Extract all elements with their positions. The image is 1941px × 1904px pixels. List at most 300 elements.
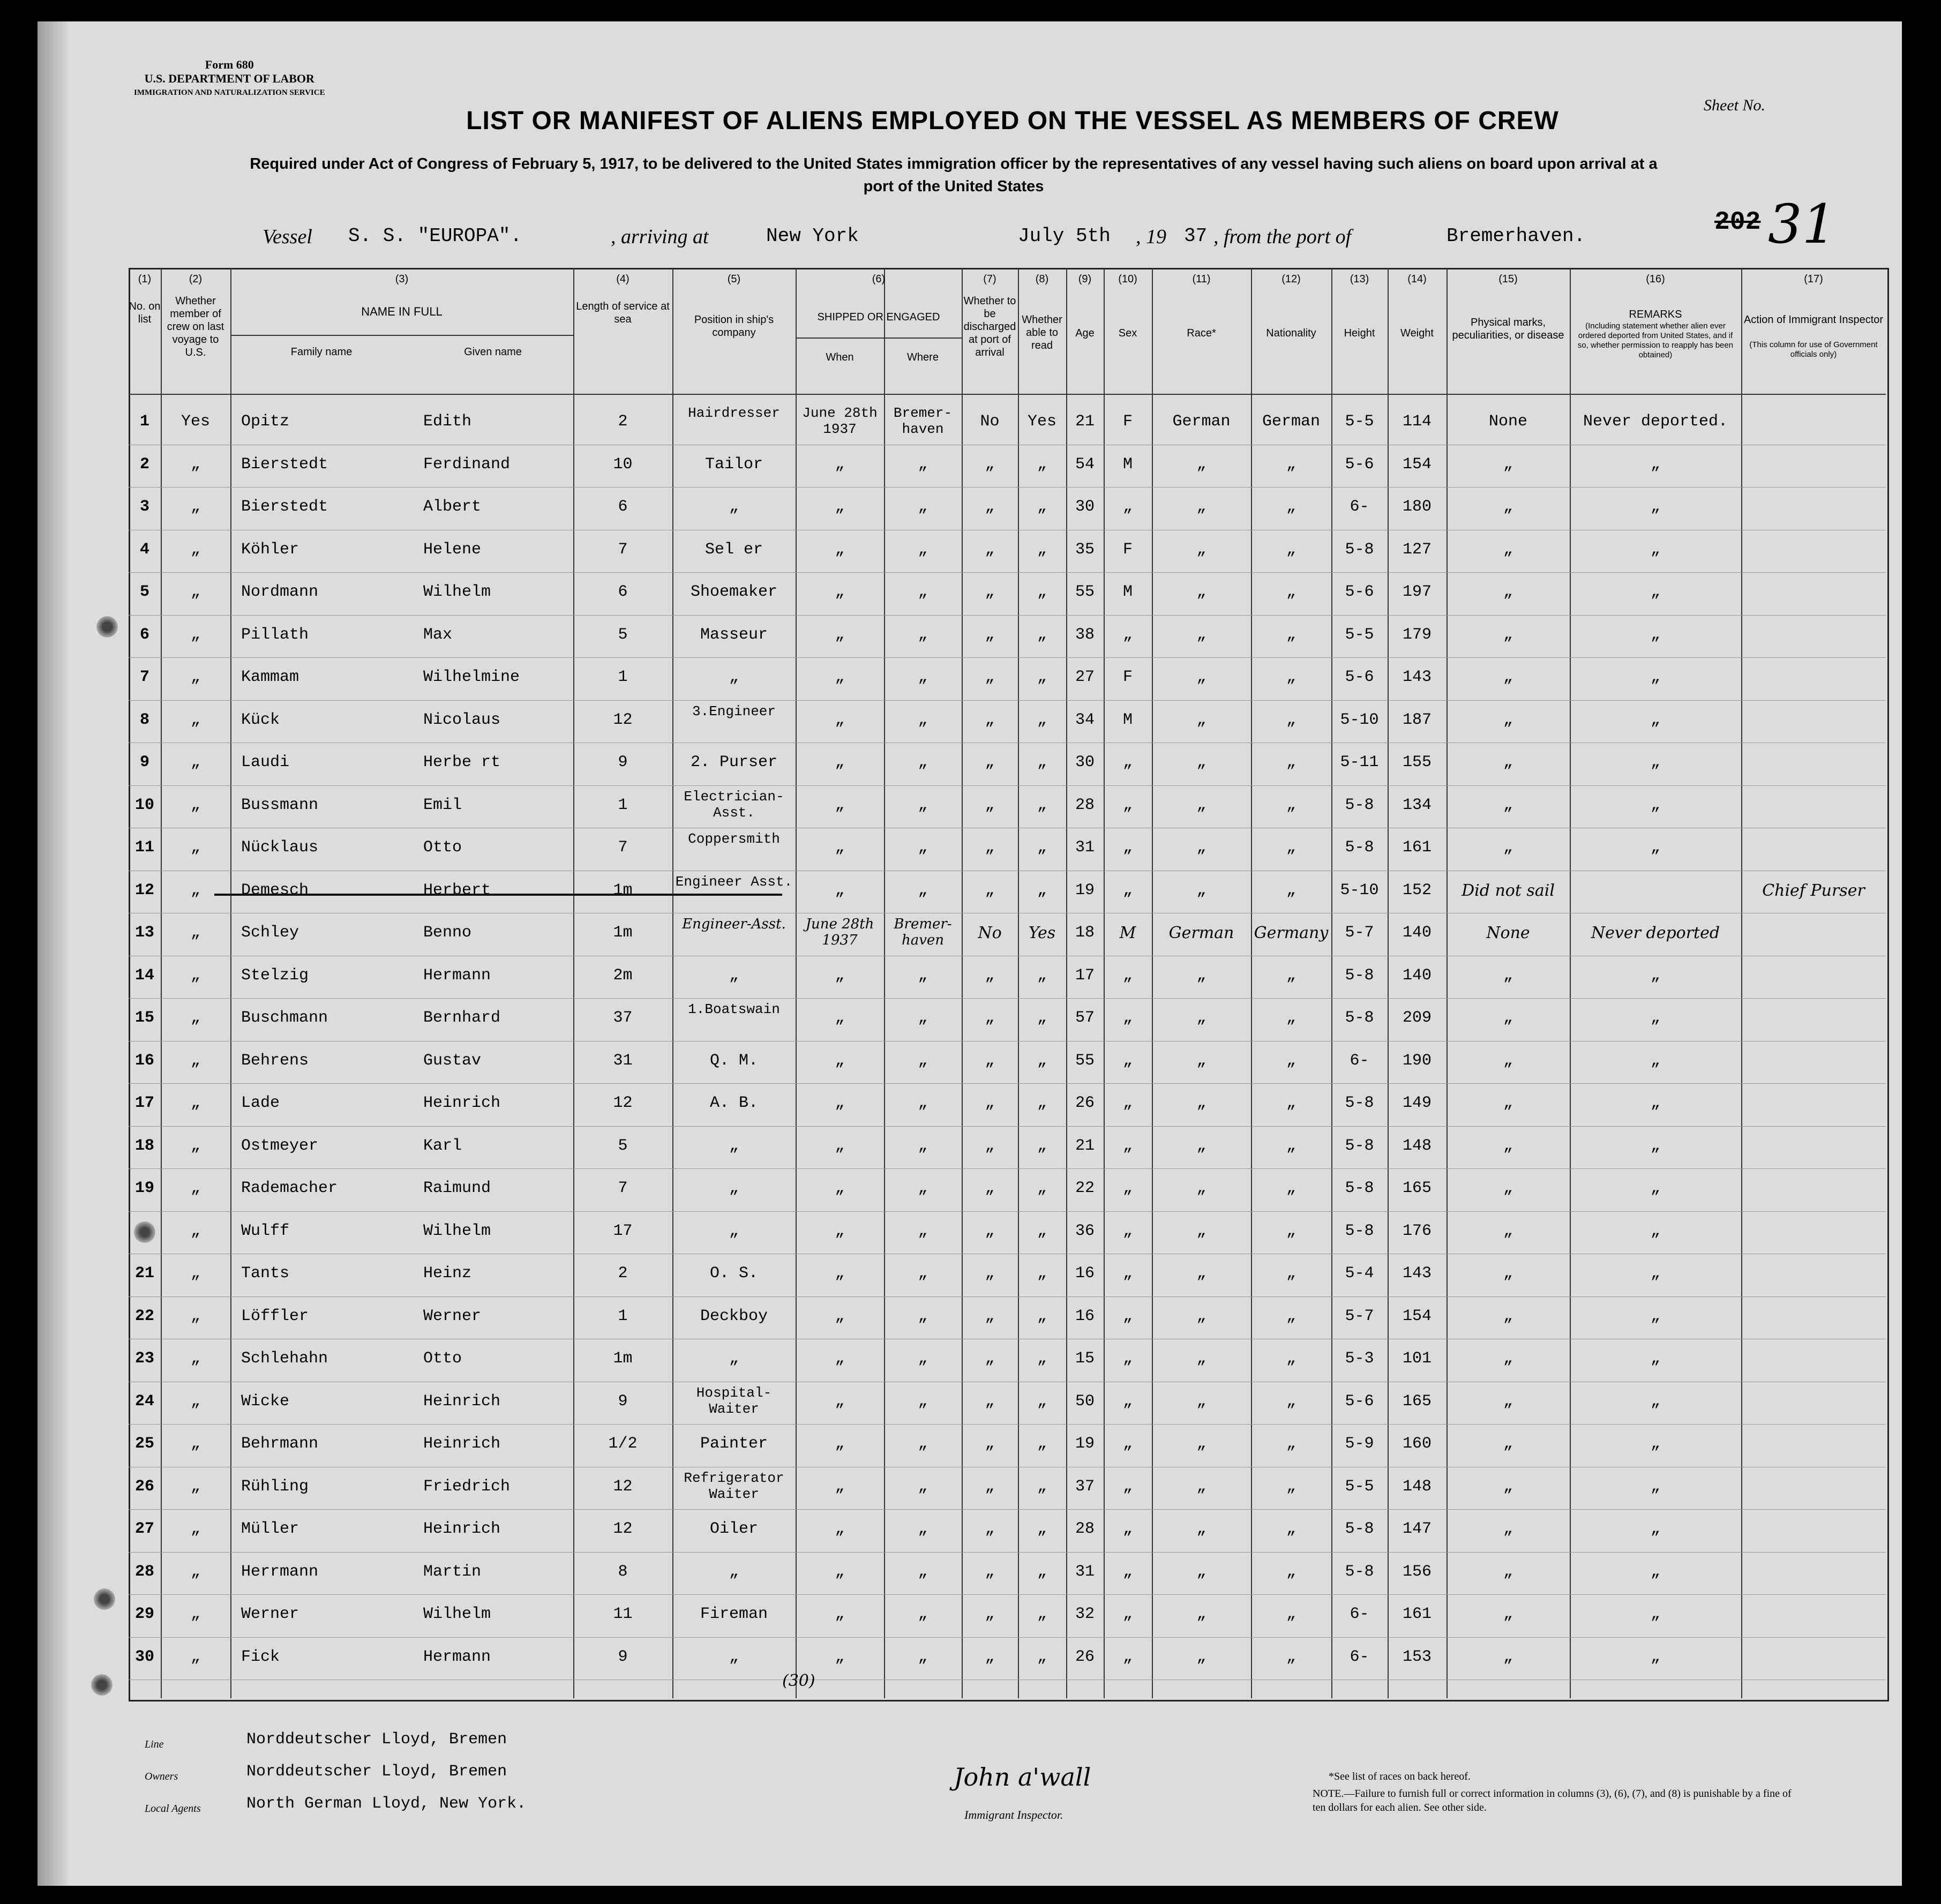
header-given-name: Given name [464,346,522,358]
cell-given: Karl [423,1136,462,1155]
cell-marks: „ [1503,1562,1513,1581]
cell-height: 5-5 [1345,1477,1374,1496]
cell-no: 18 [134,1136,154,1155]
cell-race: German [1168,924,1234,942]
cell-disch: „ [985,583,995,601]
cell-race: „ [1196,1647,1206,1666]
cell-position: Masseur [700,625,768,644]
cell-no: 11 [134,838,154,857]
cell-read: „ [1037,1605,1047,1623]
cell-remarks: „ [1650,668,1660,686]
cell-disch: „ [985,1562,995,1581]
cell-given: Albert [423,498,482,516]
cell-when: „ [835,1051,845,1070]
cell-remarks: „ [1650,1009,1660,1027]
cell-disch: „ [985,1647,995,1666]
cell-read: „ [1037,1136,1047,1155]
cell-service: 5 [618,625,628,644]
cell-given: Otto [423,1350,462,1368]
cell-service: 8 [618,1562,628,1581]
cell-position: Hospital-Waiter [696,1384,772,1417]
cell-where: „ [918,1562,928,1581]
header-shipped: SHIPPED OR ENGAGED [817,311,940,323]
cell-prev: „ [190,924,200,942]
cell-weight: 165 [1402,1392,1432,1411]
form-number: Form 680 [205,58,254,71]
cell-sex: „ [1122,1477,1133,1496]
cell-marks: „ [1503,625,1513,644]
cell-read: „ [1037,1477,1047,1496]
cell-sex: „ [1122,1647,1133,1666]
cell-sex: „ [1122,1350,1133,1368]
cell-prev: „ [190,1136,200,1155]
cell-race: „ [1196,1435,1206,1453]
cell-weight: 114 [1402,413,1432,431]
cell-service: 1 [618,796,628,814]
cell-where: „ [918,1350,928,1368]
cell-height: 5-8 [1345,1094,1374,1112]
column-divider [230,268,231,1698]
cell-service: 31 [613,1051,633,1070]
header-position: Position in ship's company [694,314,774,339]
cell-marks: „ [1503,455,1513,474]
cell-height: 6- [1350,1051,1369,1070]
cell-nat: „ [1286,668,1296,686]
cell-when: „ [835,1392,845,1411]
cell-nat: German [1262,413,1321,431]
cell-position: Shoemaker [690,583,778,601]
cell-height: 5-8 [1345,1520,1374,1538]
cell-marks: „ [1503,1221,1513,1240]
cell-race: „ [1196,1605,1206,1623]
row-divider [129,1083,1886,1084]
cell-prev: „ [190,455,200,474]
cell-no: 5 [139,583,149,601]
cell-nat: „ [1286,966,1296,985]
cell-family: Ostmeyer [241,1136,319,1155]
cell-read: „ [1037,583,1047,601]
cell-prev: „ [190,881,200,899]
cell-prev: „ [190,540,200,559]
cell-marks: „ [1503,583,1513,601]
subtitle [204,153,1704,198]
cell-prev: „ [190,625,200,644]
line-value: Norddeutscher Lloyd, Bremen [246,1730,507,1749]
cell-height: 5-5 [1345,625,1374,644]
cell-family: Behrens [241,1051,309,1070]
cell-position: Q. M. [709,1051,758,1070]
cell-position: A. B. [709,1094,758,1112]
cell-race: „ [1196,625,1206,644]
agents-value: North German Lloyd, New York. [246,1795,527,1813]
cell-family: Werner [241,1605,299,1623]
cell-disch: „ [985,966,995,985]
cell-disch: „ [985,881,995,899]
cell-no: 28 [134,1562,154,1581]
cell-prev: „ [190,1179,200,1197]
cell-disch: „ [985,1009,995,1027]
cell-sex: „ [1122,1605,1133,1623]
cell-nat: Germany [1254,924,1329,942]
cell-prev: „ [190,753,200,771]
cell-family: Fick [241,1647,280,1666]
arrival-year: 37 [1184,225,1208,247]
cell-disch: „ [985,498,995,516]
cell-read: „ [1037,1221,1047,1240]
page-title: LIST OR MANIFEST OF ALIENS EMPLOYED ON THE VESSEL AS MEMBERS OF CREW [466,107,1559,135]
cell-marks: „ [1503,1392,1513,1411]
cell-no: 26 [134,1477,154,1496]
cell-position: Painter [700,1435,768,1453]
cell-race: „ [1196,1264,1206,1283]
cell-age: 26 [1075,1094,1095,1112]
cell-service: 17 [613,1221,633,1240]
column-number: (7) [983,273,996,285]
cell-nat: „ [1286,1520,1296,1538]
cell-prev: „ [190,1350,200,1368]
cell-sex: F [1122,668,1133,686]
cell-height: 5-8 [1345,1562,1374,1581]
header-nationality: Nationality [1266,327,1316,339]
cell-sex: F [1122,413,1133,431]
cell-prev: „ [190,498,200,516]
header-no: No. on list [129,301,161,325]
cell-weight: 176 [1402,1221,1432,1240]
cell-prev: „ [190,838,200,857]
row-divider [129,615,1886,616]
cell-no: 30 [134,1647,154,1666]
cell-given: Nicolaus [423,710,501,729]
cell-sex: „ [1122,1264,1133,1283]
cell-sex: M [1122,455,1133,474]
cell-height: 5-8 [1345,1221,1374,1240]
cell-no: 2 [139,455,149,474]
cell-weight: 152 [1402,881,1432,899]
cell-sex: „ [1122,966,1133,985]
cell-remarks: Never deported. [1583,413,1728,431]
row-divider [129,1126,1886,1127]
cell-given: Emil [423,796,462,814]
cell-weight: 140 [1402,966,1432,985]
punch-hole [96,616,118,638]
cell-family: Kück [241,710,280,729]
cell-read: „ [1037,1392,1047,1411]
column-number: (17) [1804,273,1823,285]
cell-nat: „ [1286,1392,1296,1411]
header-service: Length of service at sea [576,301,670,325]
cell-family: Köhler [241,540,299,559]
cell-remarks: „ [1650,1264,1660,1283]
cell-service: 2m [613,966,633,985]
cell-where: „ [918,796,928,814]
cell-race: „ [1196,1221,1206,1240]
cell-height: 5-8 [1345,838,1374,857]
cell-nat: „ [1286,1477,1296,1496]
cell-service: 7 [618,540,628,559]
cell-where: „ [918,1392,928,1411]
cell-service: 2 [618,1264,628,1283]
cell-disch: „ [985,1435,995,1453]
cell-weight: 149 [1402,1094,1432,1112]
column-number: (1) [138,273,152,285]
row-divider [129,1552,1886,1553]
cell-when: „ [835,1477,845,1496]
cell-position: „ [729,1136,739,1155]
cell-given: Heinrich [423,1392,501,1411]
cell-marks: „ [1503,1307,1513,1325]
cell-marks: „ [1503,1605,1513,1623]
cell-position: „ [729,1221,739,1240]
cell-sex: „ [1122,1392,1133,1411]
cell-disch: „ [985,1350,995,1368]
cell-nat: „ [1286,1647,1296,1666]
cell-no: 1 [139,413,149,431]
row-divider [129,998,1886,999]
cell-family: Kammam [241,668,299,686]
cell-where: „ [918,1051,928,1070]
cell-position: „ [729,668,739,686]
cell-service: 10 [613,455,633,474]
cell-given: Wilhelm [423,583,491,601]
cell-position: O. S. [709,1264,758,1283]
cell-when: „ [835,710,845,729]
cell-height: 5-11 [1340,753,1379,771]
cell-age: 31 [1075,838,1095,857]
cell-height: 5-8 [1345,796,1374,814]
service: IMMIGRATION AND NATURALIZATION SERVICE [134,88,325,97]
column-number: (5) [727,273,741,285]
cell-disch: „ [985,1477,995,1496]
cell-marks: „ [1503,1009,1513,1027]
row-divider [129,572,1886,573]
column-number: (6) [872,273,886,285]
cell-service: 37 [613,1009,633,1027]
cell-where: „ [918,540,928,559]
cell-age: 26 [1075,1647,1095,1666]
arriving-label: , arriving at [611,226,709,248]
header-action: Action of Immigrant Inspector [1743,314,1884,326]
cell-read: „ [1037,966,1047,985]
cell-marks: None [1486,924,1530,942]
column-divider [1741,268,1742,1698]
cell-age: 38 [1075,625,1095,644]
row-divider [129,785,1886,786]
cell-disch: „ [985,1392,995,1411]
column-number: (3) [395,273,409,285]
cell-remarks: „ [1650,1136,1660,1155]
cell-no: 4 [139,540,149,559]
cell-family: Löffler [241,1307,309,1325]
cell-remarks: „ [1650,1307,1660,1325]
cell-remarks: „ [1650,796,1660,814]
cell-service: 11 [613,1605,633,1623]
row-12-strikethrough [214,894,782,896]
cell-sex: „ [1122,1520,1133,1538]
department: U.S. DEPARTMENT OF LABOR [144,72,314,85]
cell-remarks: „ [1650,966,1660,985]
cell-weight: 143 [1402,1264,1432,1283]
cell-nat: „ [1286,1307,1296,1325]
cell-remarks: „ [1650,753,1660,771]
cell-given: Helene [423,540,482,559]
cell-marks: „ [1503,796,1513,814]
cell-sex: „ [1122,625,1133,644]
cell-weight: 190 [1402,1051,1432,1070]
column-number: (10) [1118,273,1137,285]
cell-no: 27 [134,1520,154,1538]
column-number: (2) [189,273,203,285]
cell-remarks: „ [1650,1221,1660,1240]
header-remarks-sub: (Including statement whether alien ever ordered deported from United States, and if so, whether permission to reapply has been obtained) [1577,321,1734,359]
cell-position: Oiler [709,1520,758,1538]
cell-prev: „ [190,710,200,729]
cell-height: 6- [1350,1647,1369,1666]
cell-service: 5 [618,1136,628,1155]
cell-service: 1m [613,881,633,899]
cell-height: 5-7 [1345,924,1374,942]
cell-height: 5-8 [1345,1136,1374,1155]
cell-remarks: „ [1650,1647,1660,1666]
cell-service: 2 [618,413,628,431]
cell-age: 36 [1075,1221,1095,1240]
cell-read: „ [1037,1179,1047,1197]
cell-prev: „ [190,1264,200,1283]
cell-when: „ [835,1221,845,1240]
column-number: (12) [1281,273,1301,285]
cell-where: „ [918,1264,928,1283]
cell-given: Gustav [423,1051,482,1070]
cell-age: 15 [1075,1350,1095,1368]
cell-weight: 160 [1402,1435,1432,1453]
cell-remarks: „ [1650,1562,1660,1581]
subtitle-line-2: port of the United States [863,178,1044,195]
cell-position: Hairdresser [688,405,780,421]
cell-nat: „ [1286,710,1296,729]
departure-port: Bremerhaven. [1447,225,1586,247]
punch-hole [134,1221,155,1243]
cell-weight: 165 [1402,1179,1432,1197]
cell-no: 10 [134,796,154,814]
cell-position: „ [729,1647,739,1666]
cell-remarks: „ [1650,583,1660,601]
cell-position: Refrigerator Waiter [684,1470,784,1502]
cell-weight: 156 [1402,1562,1432,1581]
cell-given: Heinrich [423,1435,501,1453]
cell-nat: „ [1286,1435,1296,1453]
cell-nat: „ [1286,540,1296,559]
cell-given: Ferdinand [423,455,511,474]
cell-race: „ [1196,1477,1206,1496]
cell-position: Sel er [705,540,763,559]
cell-given: Bernhard [423,1009,501,1027]
cell-age: 30 [1075,753,1095,771]
cell-family: Opitz [241,413,290,431]
cell-family: Pillath [241,625,309,644]
cell-disch: No [978,924,1002,942]
cell-given: Raimund [423,1179,491,1197]
cell-where: „ [918,1647,928,1666]
cell-disch: „ [985,1221,995,1240]
cell-position: „ [729,1562,739,1581]
cell-age: 22 [1075,1179,1095,1197]
cell-service: 9 [618,1392,628,1411]
cell-height: 5-6 [1345,455,1374,474]
cell-service: 12 [613,1477,633,1496]
cell-race: „ [1196,796,1206,814]
cell-where: „ [918,1179,928,1197]
cell-race: „ [1196,1179,1206,1197]
cell-remarks: Never deported [1591,924,1720,942]
cell-race: „ [1196,1562,1206,1581]
cell-where: „ [918,1221,928,1240]
header-remarks: REMARKS [1629,309,1682,320]
column-number: (16) [1646,273,1665,285]
cell-family: Laudi [241,753,290,771]
cell-family: Bussmann [241,796,319,814]
cell-height: 6- [1350,498,1369,516]
row-divider [129,1211,1886,1212]
cell-race: „ [1196,455,1206,474]
cell-marks: „ [1503,753,1513,771]
cell-when: June 28th 1937 [805,916,874,948]
cell-marks: „ [1503,540,1513,559]
cell-prev: „ [190,1647,200,1666]
cell-given: Wilhelm [423,1221,491,1240]
cell-age: 17 [1075,966,1095,985]
cell-family: Buschmann [241,1009,328,1027]
cell-age: 21 [1075,1136,1095,1155]
cell-no: 19 [134,1179,154,1197]
scan-edge [38,21,70,1886]
cell-remarks: „ [1650,1435,1660,1453]
cell-nat: „ [1286,1562,1296,1581]
cell-when: „ [835,753,845,771]
cell-family: Lade [241,1094,280,1112]
cell-no: 16 [134,1051,154,1070]
cell-prev: „ [190,1562,200,1581]
cell-remarks: „ [1650,1051,1660,1070]
cell-race: „ [1196,1520,1206,1538]
cell-race: „ [1196,753,1206,771]
cell-no: 22 [134,1307,154,1325]
vessel-name: S. S. "EUROPA". [348,225,522,247]
cell-sex: „ [1122,1307,1133,1325]
row-divider [129,1424,1886,1425]
cell-nat: „ [1286,838,1296,857]
cell-read: „ [1037,1520,1047,1538]
column-number: (14) [1407,273,1427,285]
cell-nat: „ [1286,1264,1296,1283]
cell-when: „ [835,1350,845,1368]
header-weight: Weight [1400,327,1434,339]
cell-when: „ [835,1009,845,1027]
cell-marks: „ [1503,1647,1513,1666]
cell-read: „ [1037,540,1047,559]
cell-where: „ [918,838,928,857]
sheet-no-label: Sheet No. [1704,96,1765,114]
cell-when: „ [835,881,845,899]
header-prev-voyage: Whether member of crew on last voyage to U.S. [167,295,224,358]
cell-family: Demesch [241,881,309,899]
cell-weight: 209 [1402,1009,1432,1027]
cell-marks: „ [1503,1179,1513,1197]
cell-service: 9 [618,753,628,771]
cell-service: 9 [618,1647,628,1666]
cell-read: „ [1037,881,1047,899]
cell-prev: „ [190,1009,200,1027]
cell-age: 31 [1075,1562,1095,1581]
cell-given: Heinz [423,1264,472,1283]
